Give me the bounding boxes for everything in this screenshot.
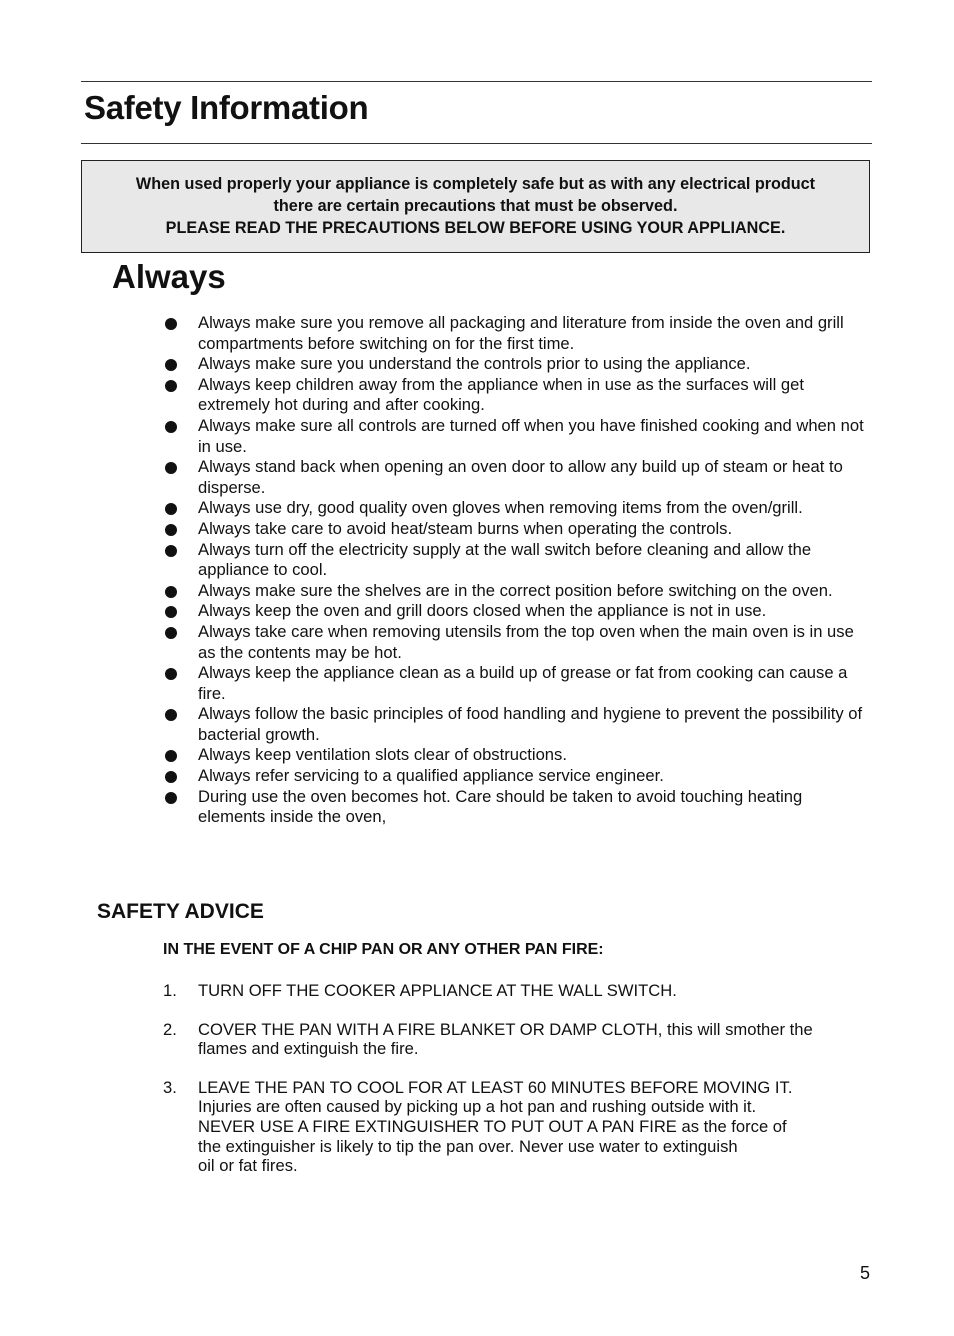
bullet-icon [165, 503, 177, 515]
step-number: 3. [163, 1077, 177, 1097]
bullet-icon [165, 771, 177, 783]
precautions-notice-box [81, 160, 870, 253]
list-item-text: Always make sure all controls are turned off when you have finished cooking and when not in use. [198, 415, 864, 456]
list-item [163, 498, 868, 519]
step-text: Injuries are often caused by picking up a hot pan and rushing outside with it. [198, 1097, 757, 1117]
list-item-text: Always keep the appliance clean as a build up of grease or fat from cooking can cause a fire. [198, 663, 848, 703]
list-item [163, 457, 868, 498]
step-text: COVER THE PAN WITH A FIRE BLANKET OR DAMP CLOTH, this will smother the flames and extinguish the fire. [198, 1019, 813, 1059]
list-item [163, 313, 868, 354]
list-item-text: Always follow the basic principles of food handling and hygiene to prevent the possibility of bacterial growth. [198, 704, 863, 744]
list-item-text: Always keep the oven and grill doors closed when the appliance is not in use. [198, 601, 767, 621]
step-text: TURN OFF THE COOKER APPLIANCE AT THE WALL SWITCH. [198, 981, 677, 1000]
bullet-icon [165, 524, 177, 536]
always-heading: Always [112, 258, 226, 295]
bullet-icon [165, 318, 177, 330]
step-number: 1. [163, 981, 177, 1000]
bullet-icon [165, 545, 177, 557]
top-rule [81, 81, 872, 82]
list-item [163, 745, 868, 766]
bullet-icon [165, 380, 177, 392]
list-item-text: Always make sure the shelves are in the correct position before switching on the oven. [198, 580, 833, 600]
list-item-text: Always turn off the electricity supply at the wall switch before cleaning and allow the appliance to cool. [198, 539, 812, 580]
bullet-icon [165, 709, 177, 721]
list-item-text: Always keep ventilation slots clear of obstructions. [198, 745, 567, 765]
notice-line: there are certain precautions that must be observed. [273, 197, 678, 215]
bullet-icon [165, 668, 177, 680]
list-item-text: Always keep children away from the appliance when in use as the surfaces will get extremely hot during and after cooking. [198, 374, 804, 415]
list-item [163, 540, 868, 581]
title-underline-rule [81, 143, 872, 144]
bullet-icon [165, 750, 177, 762]
bullet-icon [165, 606, 177, 618]
pan-fire-subheading: IN THE EVENT OF A CHIP PAN OR ANY OTHER PAN FIRE: [163, 941, 604, 958]
notice-line: When used properly your appliance is completely safe but as with any electrical product [135, 175, 816, 193]
list-item-text: Always stand back when opening an oven door to allow any build up of steam or heat to disperse. [198, 457, 843, 497]
step-text: the extinguisher is likely to tip the pan over. Never use water to extinguish [198, 1136, 738, 1156]
list-item [163, 601, 868, 622]
safety-advice-heading: SAFETY ADVICE [97, 900, 264, 923]
step-item [163, 981, 853, 1001]
list-item-text: Always make sure you remove all packaging and literature from inside the oven and grill compartments before switching on for the first time. [198, 313, 844, 353]
pan-fire-steps [163, 981, 853, 1176]
list-item [163, 581, 868, 602]
notice-line: PLEASE READ THE PRECAUTIONS BELOW BEFORE USING YOUR APPLIANCE. [165, 219, 786, 237]
bullet-icon [165, 792, 177, 804]
list-item [163, 354, 868, 375]
step-text: LEAVE THE PAN TO COOL FOR AT LEAST 60 MINUTES BEFORE MOVING IT. [198, 1077, 793, 1097]
list-item [163, 622, 868, 663]
bullet-icon [165, 359, 177, 371]
list-item [163, 787, 868, 828]
step-text: oil or fat fires. [198, 1156, 298, 1176]
step-item [163, 1020, 853, 1059]
step-text: NEVER USE A FIRE EXTINGUISHER TO PUT OUT A PAN FIRE as the force of [198, 1116, 787, 1136]
list-item-text: During use the oven becomes hot. Care should be taken to avoid touching heating elements inside the oven, [198, 786, 803, 827]
list-item [163, 704, 868, 745]
page-title: Safety Information [84, 89, 369, 126]
bullet-icon [165, 462, 177, 474]
list-item [163, 375, 868, 416]
list-item-text: Always make sure you understand the controls prior to using the appliance. [198, 354, 751, 374]
list-item-text: Always take care to avoid heat/steam burns when operating the controls. [198, 518, 733, 538]
page-number: 5 [860, 1263, 871, 1283]
step-item [163, 1078, 853, 1176]
list-item [163, 416, 868, 457]
list-item-text: Always take care when removing utensils from the top oven when the main oven is in use as the contents may be hot. [198, 621, 854, 662]
list-item [163, 519, 868, 540]
step-number: 2. [163, 1019, 177, 1039]
list-item-text: Always use dry, good quality oven gloves when removing items from the oven/grill. [198, 498, 803, 518]
list-item [163, 766, 868, 787]
bullet-icon [165, 421, 177, 433]
always-list [163, 313, 868, 828]
list-item [163, 663, 868, 704]
bullet-icon [165, 627, 177, 639]
list-item-text: Always refer servicing to a qualified appliance service engineer. [198, 766, 664, 786]
bullet-icon [165, 586, 177, 598]
